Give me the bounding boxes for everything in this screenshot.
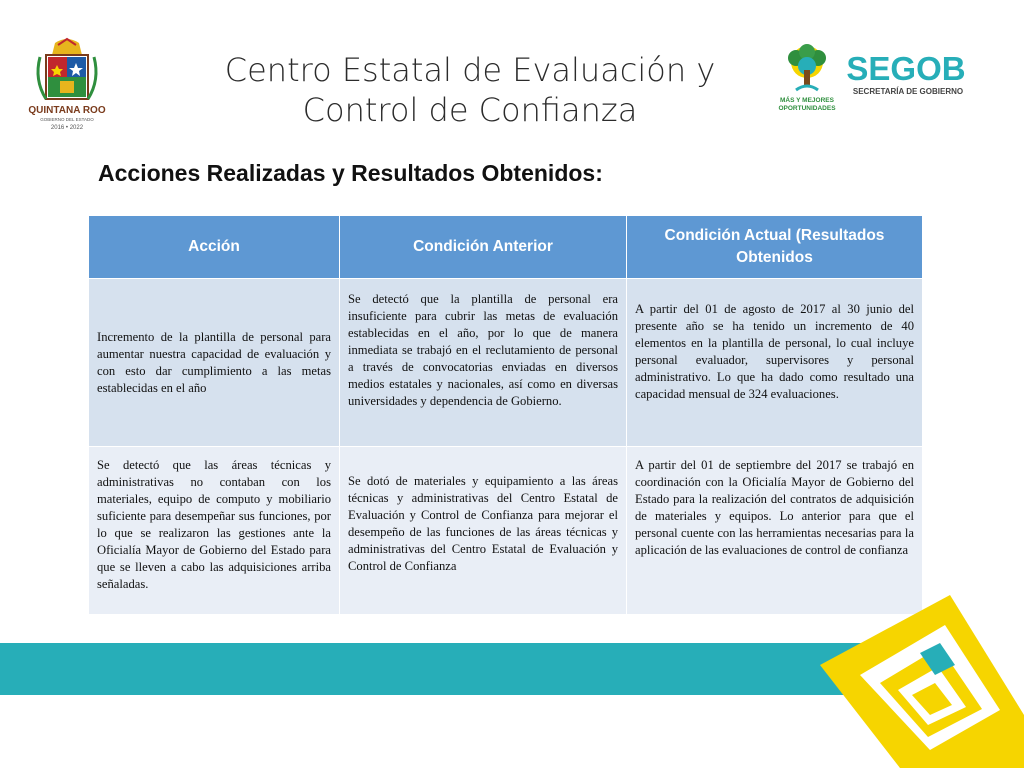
cell-condicion-anterior: Se dotó de materiales y equipamiento a las áreas técnicas y administrativas del Centro Estatal de Evaluación y Control de Confianza para mejorar el desempeño de las funciones de las áreas técnicas y administrativas del Centro Estatal de Evaluación y Control de Confianza [340, 447, 627, 615]
decorative-fret-motif [820, 595, 1024, 768]
section-subtitle: Acciones Realizadas y Resultados Obtenidos: [98, 160, 603, 186]
actions-results-table [88, 215, 923, 615]
quintana-roo-name: QUINTANA ROO [28, 105, 106, 116]
cell-accion: Se detectó que las áreas técnicas y administrativas no contaban con los materiales, equipo de computo y mobiliario suficiente para desempeñar sus funciones, por lo que se realizaron las gestiones ante la Oficialía Mayor de Gobierno del Estado para que se lleven a cabo las adquisiciones arriba señaladas. [89, 447, 340, 615]
header-condicion-actual: Condición Actual (Resultados Obtenidos [627, 216, 923, 279]
quintana-roo-logo [22, 35, 112, 135]
mas-y-mejores-logo [776, 40, 838, 120]
table-row [89, 447, 923, 615]
mas-line-1: MÁS Y MEJORES [780, 97, 834, 104]
header-condicion-anterior: Condición Anterior [340, 216, 627, 279]
cell-accion: Incremento de la plantilla de personal para aumentar nuestra capacidad de evaluación y con esto dar cumplimiento a las metas establecidas en el año [89, 279, 340, 447]
page-title [170, 50, 770, 130]
segob-name: SEGOB [846, 50, 966, 87]
cell-condicion-actual: A partir del 01 de agosto de 2017 al 30 junio del presente año se ha tenido un incremento de 40 elementos en la plantilla de personal, lo cual incluye personal evaluador, supervisores y personal administrativo. Lo que ha dado como resultado una capacidad mensual de 324 evaluaciones. [627, 279, 923, 447]
cell-condicion-actual: A partir del 01 de septiembre del 2017 se trabajó en coordinación con la Oficialía Mayor de Gobierno del Estado para la realización del contratos de adquisición de materiales y equipos. Lo anterior para que el personal cuente con las herramientas necesarias para la aplicación de las evaluaciones de control de confianza [627, 447, 923, 615]
segob-logo [846, 50, 966, 100]
table-header-row [89, 216, 923, 279]
title-line-2: Control de Confianza [302, 91, 638, 129]
table-row [89, 279, 923, 447]
title-line-1: Centro Estatal de Evaluación y [224, 51, 716, 89]
cell-condicion-anterior: Se detectó que la plantilla de personal era insuficiente para cubrir las metas de evaluación establecidas en el año, por lo que de manera inmediata se trabajó en el reclutamiento de personal a través de convocatorias enviadas en diversos medios estatales y nacionales, así como en diversas universidades y dependencia de Gobierno. [340, 279, 627, 447]
quintana-roo-tagline: GOBIERNO DEL ESTADO [40, 117, 94, 122]
quintana-roo-years: 2016 • 2022 [50, 125, 84, 131]
footer-teal-band [0, 643, 880, 695]
header-accion: Acción [89, 216, 340, 279]
segob-tagline: SECRETARÍA DE GOBIERNO [852, 87, 964, 96]
mas-line-2: OPORTUNIDADES [778, 105, 836, 112]
